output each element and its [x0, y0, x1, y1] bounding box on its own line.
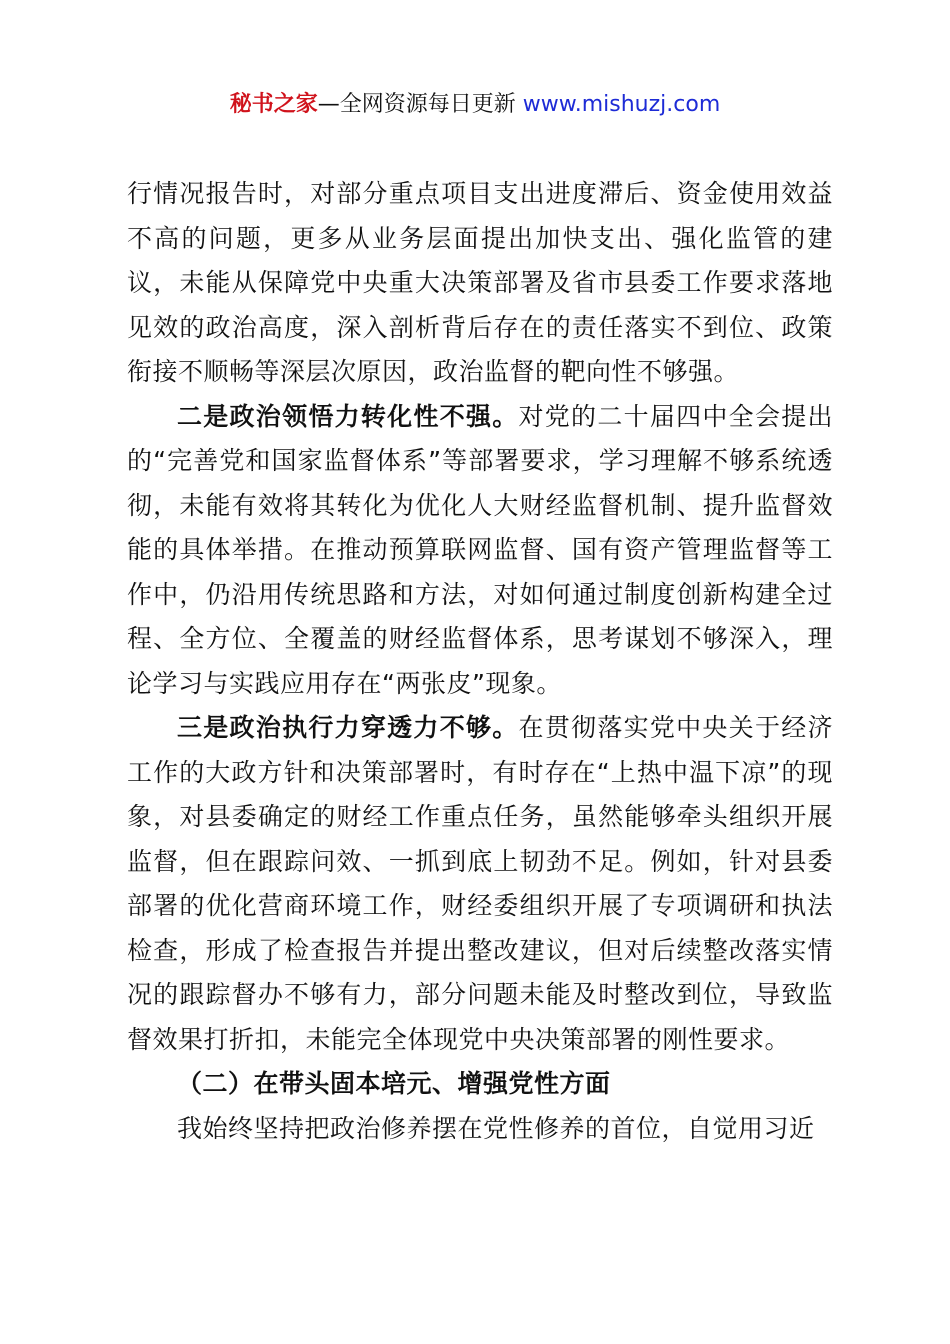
paragraph-lead-political-comprehension: 二是政治领悟力转化性不强。: [177, 401, 519, 431]
paragraph-text-political-comprehension: 对党的二十届四中全会提出的“完善党和国家监督体系”等部署要求，学习理解不够系统透彻，未能有效将其转化为优化人大财经监督机制、提升监督效能的具体举措。在推动预算联网监督、国有资产管理监督等工作中，仍沿用传统思路和方法，对如何通过制度创新构建全过程、全方位、全覆盖的财经监督体系，思考谋划不够深入，理论学习与实践应用存在“两张皮”现象。: [127, 401, 833, 698]
site-url-link[interactable]: www.mishuzj.com: [522, 92, 721, 117]
paragraph-party-spirit-intro: 我始终坚持把政治修养摆在党性修养的首位，自觉用习近: [177, 1113, 815, 1143]
site-header: [0, 88, 950, 122]
paragraph-lead-political-execution: 三是政治执行力穿透力不够。: [177, 713, 519, 742]
site-brand: 秘书之家: [229, 92, 318, 117]
paragraph-political-comprehension: [127, 395, 833, 707]
paragraph-text-political-execution: 在贯彻落实党中央关于经济工作的大政方针和决策部署时，有时存在“上热中温下凉”的现象，对县委确定的财经工作重点任务，虽然能够牵头组织开展监督，但在跟踪问效、一抓到底上韧劲不足。例如，针对县委部署的优化营商环境工作，财经委组织开展了专项调研和执法检查，形成了检查报告并提出整改建议，但对后续整改落实情况的跟踪督办不够有力，部分问题未能及时整改到位，导致监督效果打折扣，未能完全体现党中央决策部署的刚性要求。: [127, 713, 833, 1054]
section-heading-party-spirit: （二）在带头固本培元、增强党性方面: [177, 1069, 611, 1098]
site-tagline: —全网资源每日更新: [317, 92, 523, 117]
document-body: [127, 172, 833, 1151]
paragraph-continuation: 行情况报告时，对部分重点项目支出进度滞后、资金使用效益不高的问题，更多从业务层面提出加快支出、强化监管的建议，未能从保障党中央重大决策部署及省市县委工作要求落地见效的政治高度，深入剖析背后存在的责任落实不到位、政策衔接不顺畅等深层次原因，政治监督的靶向性不够强。: [127, 179, 833, 386]
paragraph-political-execution: [127, 706, 833, 1062]
